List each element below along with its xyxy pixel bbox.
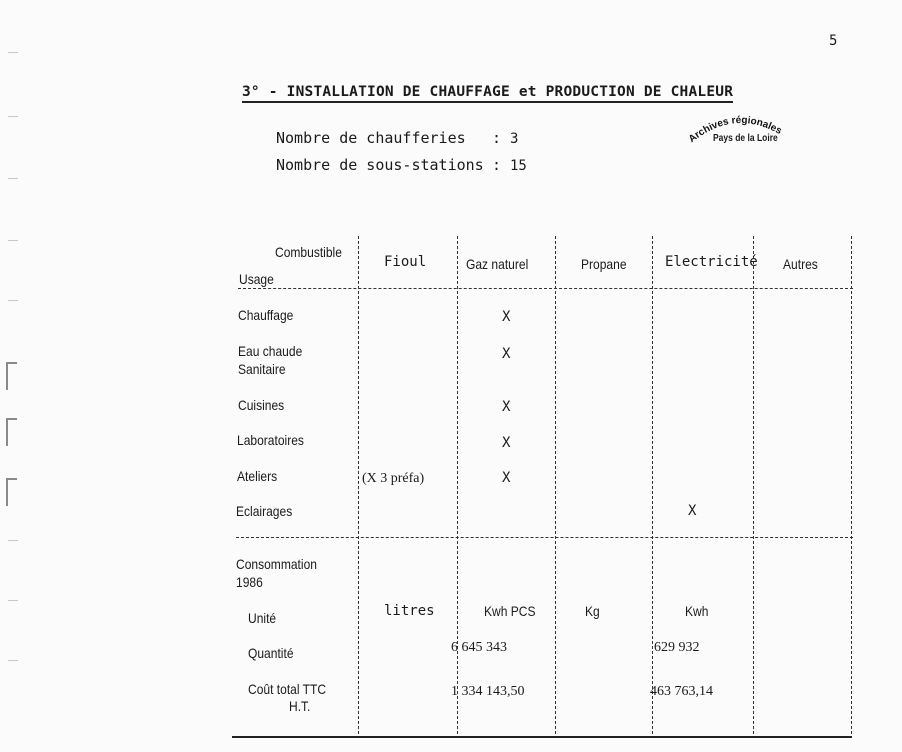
corner-usage: Usage <box>239 271 274 287</box>
sous-stations-sep: : <box>492 156 502 174</box>
stamp-subtext: Pays de la Loire <box>713 133 778 144</box>
col-fioul: Fioul <box>384 254 427 270</box>
chaufferies-label: Nombre de chaufferies <box>276 129 466 147</box>
unite-propane: Kg <box>585 603 600 619</box>
stamp-arc-text: Archives régionales <box>686 114 784 145</box>
row-label-sanitaire: Sanitaire <box>238 361 286 377</box>
unite-fioul: litres <box>384 603 435 619</box>
cout-elec: 463 763,14 <box>650 684 713 699</box>
binder-mark <box>8 300 18 301</box>
cell-ateliers-fioul: (X 3 préfa) <box>362 471 425 486</box>
page-number: 5 <box>829 33 838 49</box>
grid-line <box>851 236 852 734</box>
cell-chauffage-gaz: X <box>502 309 511 325</box>
binder-tab <box>6 478 17 506</box>
sous-stations-label: Nombre de sous-stations <box>276 156 484 174</box>
row-label-chauffage: Chauffage <box>238 307 294 323</box>
chaufferies-value: 3 <box>510 131 519 147</box>
row-label-ateliers: Ateliers <box>237 468 278 484</box>
binder-mark <box>8 540 18 541</box>
grid-line <box>457 236 458 734</box>
binder-mark <box>8 660 18 661</box>
binder-mark <box>8 178 18 179</box>
col-propane: Propane <box>581 256 627 272</box>
quantite-label: Quantité <box>248 645 294 661</box>
binder-mark <box>8 52 18 53</box>
section-heading: 3° - INSTALLATION DE CHAUFFAGE et PRODUCTION DE CHALEUR <box>242 84 733 103</box>
cout-label: Coût total TTC <box>248 681 327 697</box>
header-divider <box>238 288 853 289</box>
binder-tab <box>6 362 17 390</box>
quantite-elec: 629 932 <box>654 640 700 655</box>
binder-mark <box>8 116 18 117</box>
corner-combustible: Combustible <box>275 244 342 260</box>
cell-cuisines-gaz: X <box>502 399 511 415</box>
consommation-year: 1986 <box>236 574 263 590</box>
sous-stations-value: 15 <box>510 158 527 174</box>
unite-elec: Kwh <box>685 603 709 619</box>
col-autres: Autres <box>783 256 818 272</box>
col-electricite: Electricité <box>665 254 758 270</box>
cout-ht-label: H.T. <box>289 698 311 714</box>
section-divider <box>236 537 853 538</box>
cell-ateliers-gaz: X <box>502 470 511 486</box>
grid-line <box>652 236 653 734</box>
row-label-eclairages: Eclairages <box>236 503 293 519</box>
row-label-cuisines: Cuisines <box>238 397 285 413</box>
col-gaz-naturel: Gaz naturel <box>466 256 529 272</box>
unite-gaz: Kwh PCS <box>484 603 536 619</box>
binder-mark <box>8 600 18 601</box>
cell-eclairages-elec: X <box>688 503 697 519</box>
unite-label: Unité <box>248 610 277 626</box>
cell-eau-chaude-gaz: X <box>502 346 511 362</box>
quantite-gaz: 6 645 343 <box>451 640 507 655</box>
binder-tab <box>6 418 17 446</box>
row-label-laboratoires: Laboratoires <box>237 432 304 448</box>
chaufferies-sep: : <box>492 129 502 147</box>
binder-mark <box>8 240 18 241</box>
cout-gaz: 1 334 143,50 <box>451 684 525 699</box>
grid-line <box>753 236 754 734</box>
grid-line <box>555 236 556 734</box>
table-bottom-rule <box>232 736 852 738</box>
grid-line <box>358 236 359 734</box>
consommation-label: Consommation <box>236 556 317 572</box>
row-label-eau-chaude: Eau chaude <box>238 343 303 359</box>
cell-laboratoires-gaz: X <box>502 435 511 451</box>
